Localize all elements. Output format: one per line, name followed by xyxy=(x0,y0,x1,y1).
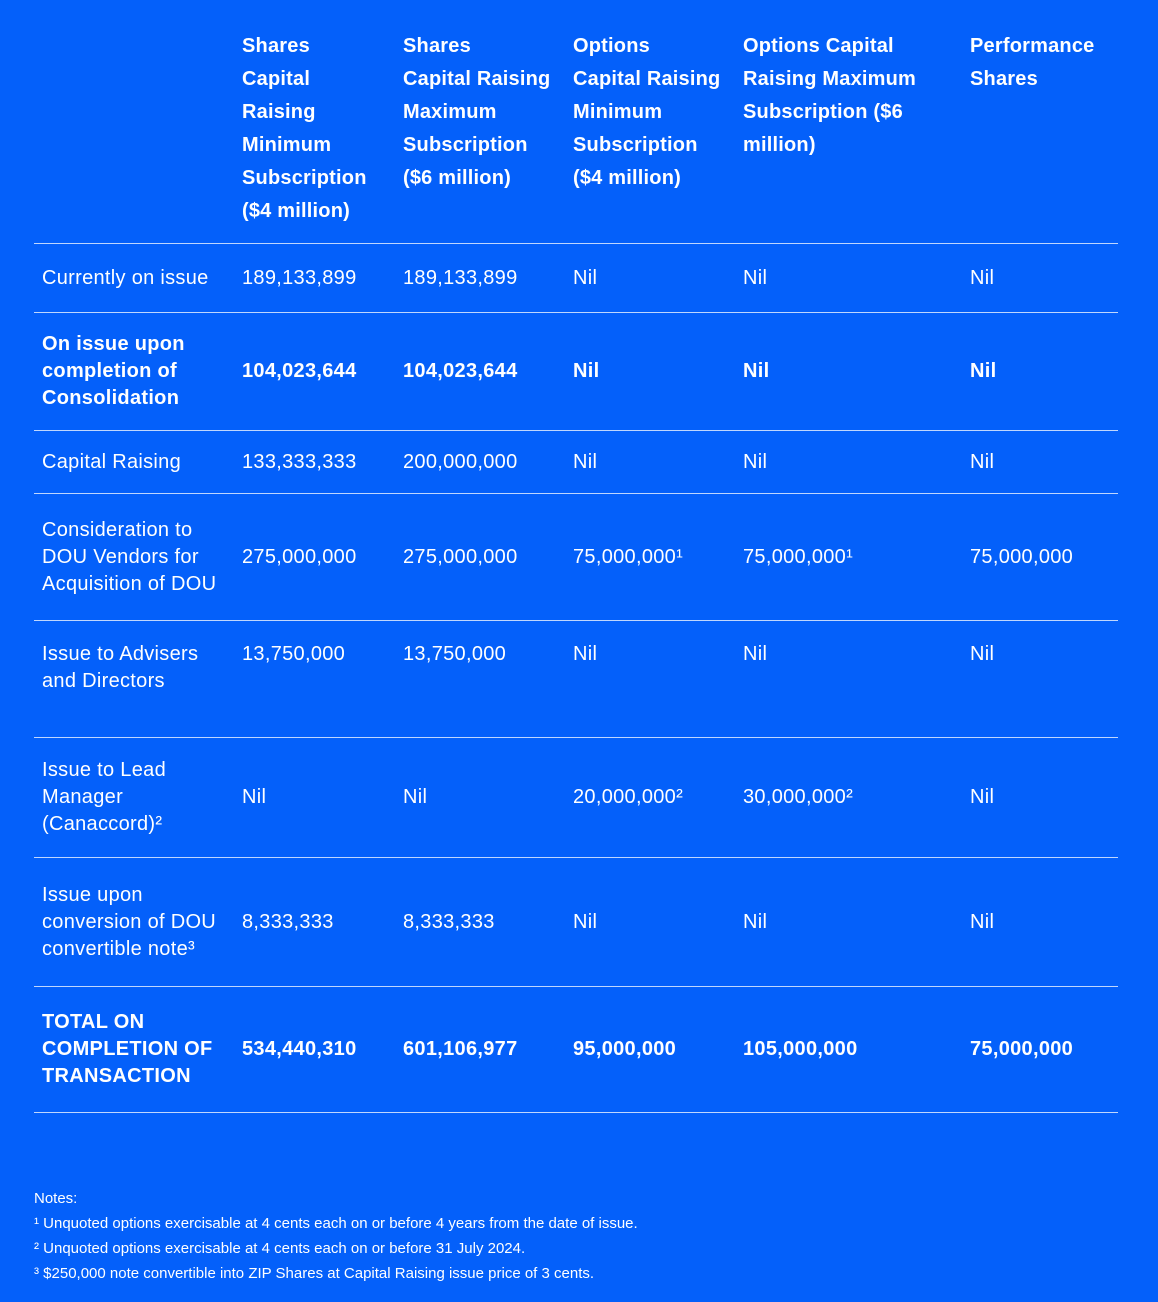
header-row xyxy=(34,30,1118,244)
table-cell: 104,023,644 xyxy=(242,360,357,382)
table-row-advisers-directors xyxy=(34,621,1118,738)
table-cell: 275,000,000 xyxy=(242,545,357,568)
row-label: Issue upon conversion of DOU convertible note³ xyxy=(42,883,217,960)
note-item: ¹ Unquoted options exercisable at 4 cents each on or before 4 years from the date of issue. xyxy=(34,1215,638,1232)
table-cell: 30,000,000² xyxy=(743,786,854,808)
capital-structure-table xyxy=(34,30,1118,1113)
table-cell: Nil xyxy=(573,360,600,382)
table-row-consideration-dou-vendors xyxy=(34,494,1118,621)
table-cell: Nil xyxy=(573,643,598,665)
table-cell: 8,333,333 xyxy=(403,910,495,933)
table-row-convertible-note xyxy=(34,858,1118,987)
table-cell: 200,000,000 xyxy=(403,450,518,473)
note-item: ³ $250,000 note convertible into ZIP Shares at Capital Raising issue price of 3 cents. xyxy=(34,1265,595,1282)
table-row-lead-manager xyxy=(34,738,1118,858)
table-cell: 534,440,310 xyxy=(242,1038,357,1060)
header-cell-empty xyxy=(34,30,242,244)
table-cell: Nil xyxy=(743,450,768,473)
table-cell: Nil xyxy=(242,786,267,808)
table-row-on-issue-upon-consolidation xyxy=(34,313,1118,431)
table-cell: 20,000,000² xyxy=(573,786,684,808)
row-label: On issue upon completion of Consolidation xyxy=(42,333,185,409)
table-cell: Nil xyxy=(743,910,768,933)
table-row-capital-raising xyxy=(34,431,1118,494)
row-label: Issue to Advisers and Directors xyxy=(42,643,199,692)
header-options-min: Options Capital Raising Minimum Subscription ($4 million) xyxy=(573,35,721,189)
table-cell: Nil xyxy=(743,360,770,382)
table-cell: 189,133,899 xyxy=(403,266,518,289)
table-cell: 601,106,977 xyxy=(403,1038,518,1060)
table-cell: Nil xyxy=(403,786,428,808)
row-label: Consideration to DOU Vendors for Acquisition of DOU xyxy=(42,518,217,595)
table-cell: Nil xyxy=(970,643,995,665)
table-row-total xyxy=(34,987,1118,1113)
table-cell: Nil xyxy=(970,266,995,289)
header-shares-max: Shares Capital Raising Maximum Subscription ($6 million) xyxy=(403,35,551,189)
header-performance-shares: Performance Shares xyxy=(970,35,1095,90)
row-label: Currently on issue xyxy=(42,266,209,289)
table-cell: 75,000,000¹ xyxy=(573,545,684,568)
note-item: ² Unquoted options exercisable at 4 cents each on or before 31 July 2024. xyxy=(34,1240,526,1257)
table-cell: Nil xyxy=(573,266,598,289)
capital-structure-table-container xyxy=(34,30,1118,1113)
table-cell: 13,750,000 xyxy=(403,643,507,665)
header-options-max: Options Capital Raising Maximum Subscription ($6 million) xyxy=(743,35,917,156)
row-label: TOTAL ON COMPLETION OF TRANSACTION xyxy=(42,1011,213,1087)
notes-title: Notes: xyxy=(34,1190,78,1207)
table-cell: Nil xyxy=(573,910,598,933)
table-cell: Nil xyxy=(970,360,997,382)
header-shares-min: Shares Capital Raising Minimum Subscription ($4 million) xyxy=(242,35,367,222)
notes-section xyxy=(34,1186,638,1286)
table-cell: 75,000,000¹ xyxy=(743,545,854,568)
table-cell: 13,750,000 xyxy=(242,643,346,665)
table-cell: Nil xyxy=(743,643,768,665)
table-cell: 105,000,000 xyxy=(743,1038,858,1060)
table-row-currently-on-issue xyxy=(34,244,1118,313)
table-cell: 189,133,899 xyxy=(242,266,357,289)
table-cell: Nil xyxy=(970,450,995,473)
table-cell: 275,000,000 xyxy=(403,545,518,568)
table-cell: 75,000,000 xyxy=(970,1038,1074,1060)
table-cell: Nil xyxy=(743,266,768,289)
row-label: Capital Raising xyxy=(42,450,182,473)
table-cell: 133,333,333 xyxy=(242,450,357,473)
table-cell: 104,023,644 xyxy=(403,360,518,382)
row-label: Issue to Lead Manager (Canaccord)² xyxy=(42,759,166,835)
table-cell: 8,333,333 xyxy=(242,910,334,933)
table-cell: Nil xyxy=(970,786,995,808)
table-cell: 75,000,000 xyxy=(970,545,1074,568)
table-cell: Nil xyxy=(970,910,995,933)
table-cell: Nil xyxy=(573,450,598,473)
table-cell: 95,000,000 xyxy=(573,1038,677,1060)
